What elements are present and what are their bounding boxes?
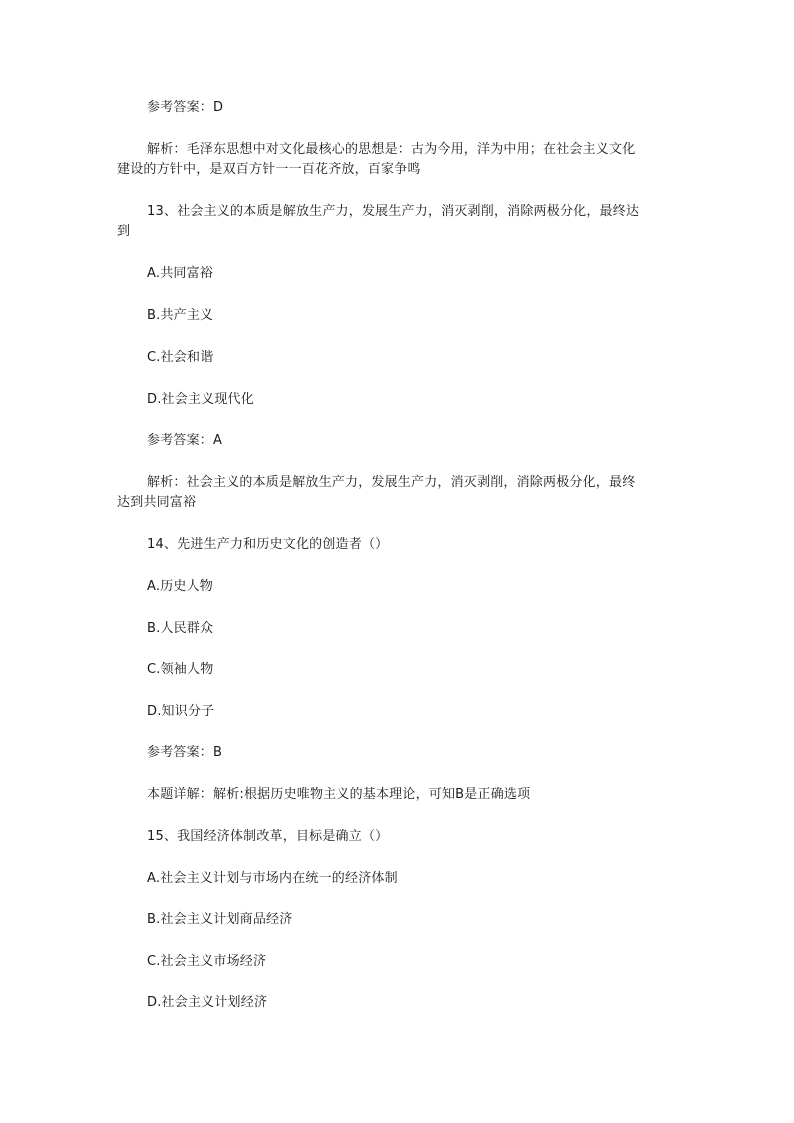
q13-analysis-line1: 解析：社会主义的本质是解放生产力，发展生产力，消灭剥削，消除两极分化，最终 (147, 475, 636, 490)
q12-analysis-line2: 建设的方针中，是双百方针一一百花齐放，百家争鸣 (117, 162, 421, 177)
q13-answer: 参考答案：A (147, 433, 223, 448)
q12-analysis-line1: 解析：毛泽东思想中对文化最核心的思想是：古为今用，洋为中用；在社会主义文化 (147, 142, 636, 157)
q12-answer: 参考答案：D (147, 100, 224, 115)
q15-option-c: C.社会主义市场经济 (147, 954, 267, 969)
q15-option-a: A.社会主义计划与市场内在统一的经济体制 (147, 871, 398, 886)
q15-option-b: B.社会主义计划商品经济 (147, 912, 293, 927)
q13-option-c: C.社会和谐 (147, 350, 214, 365)
q15-question: 15、我国经济体制改革，目标是确立（） (147, 829, 389, 844)
q14-option-a: A.历史人物 (147, 579, 213, 594)
q14-answer: 参考答案：B (147, 745, 223, 760)
q15-option-d: D.社会主义计划经济 (147, 995, 268, 1010)
q14-analysis: 本题详解：解析:根据历史唯物主义的基本理论，可知B是正确选项 (147, 787, 531, 802)
q13-question-line2: 到 (117, 224, 131, 239)
q13-analysis-line2: 达到共同富裕 (117, 495, 197, 510)
q13-question-line1: 13、社会主义的本质是解放生产力，发展生产力，消灭剥削，消除两极分化，最终达 (147, 204, 640, 219)
q14-question: 14、先进生产力和历史文化的创造者（） (147, 537, 389, 552)
q14-option-c: C.领袖人物 (147, 662, 214, 677)
q14-option-d: D.知识分子 (147, 704, 215, 719)
q13-option-a: A.共同富裕 (147, 266, 213, 281)
q13-option-b: B.共产主义 (147, 308, 214, 323)
q13-option-d: D.社会主义现代化 (147, 392, 254, 407)
q14-option-b: B.人民群众 (147, 621, 214, 636)
